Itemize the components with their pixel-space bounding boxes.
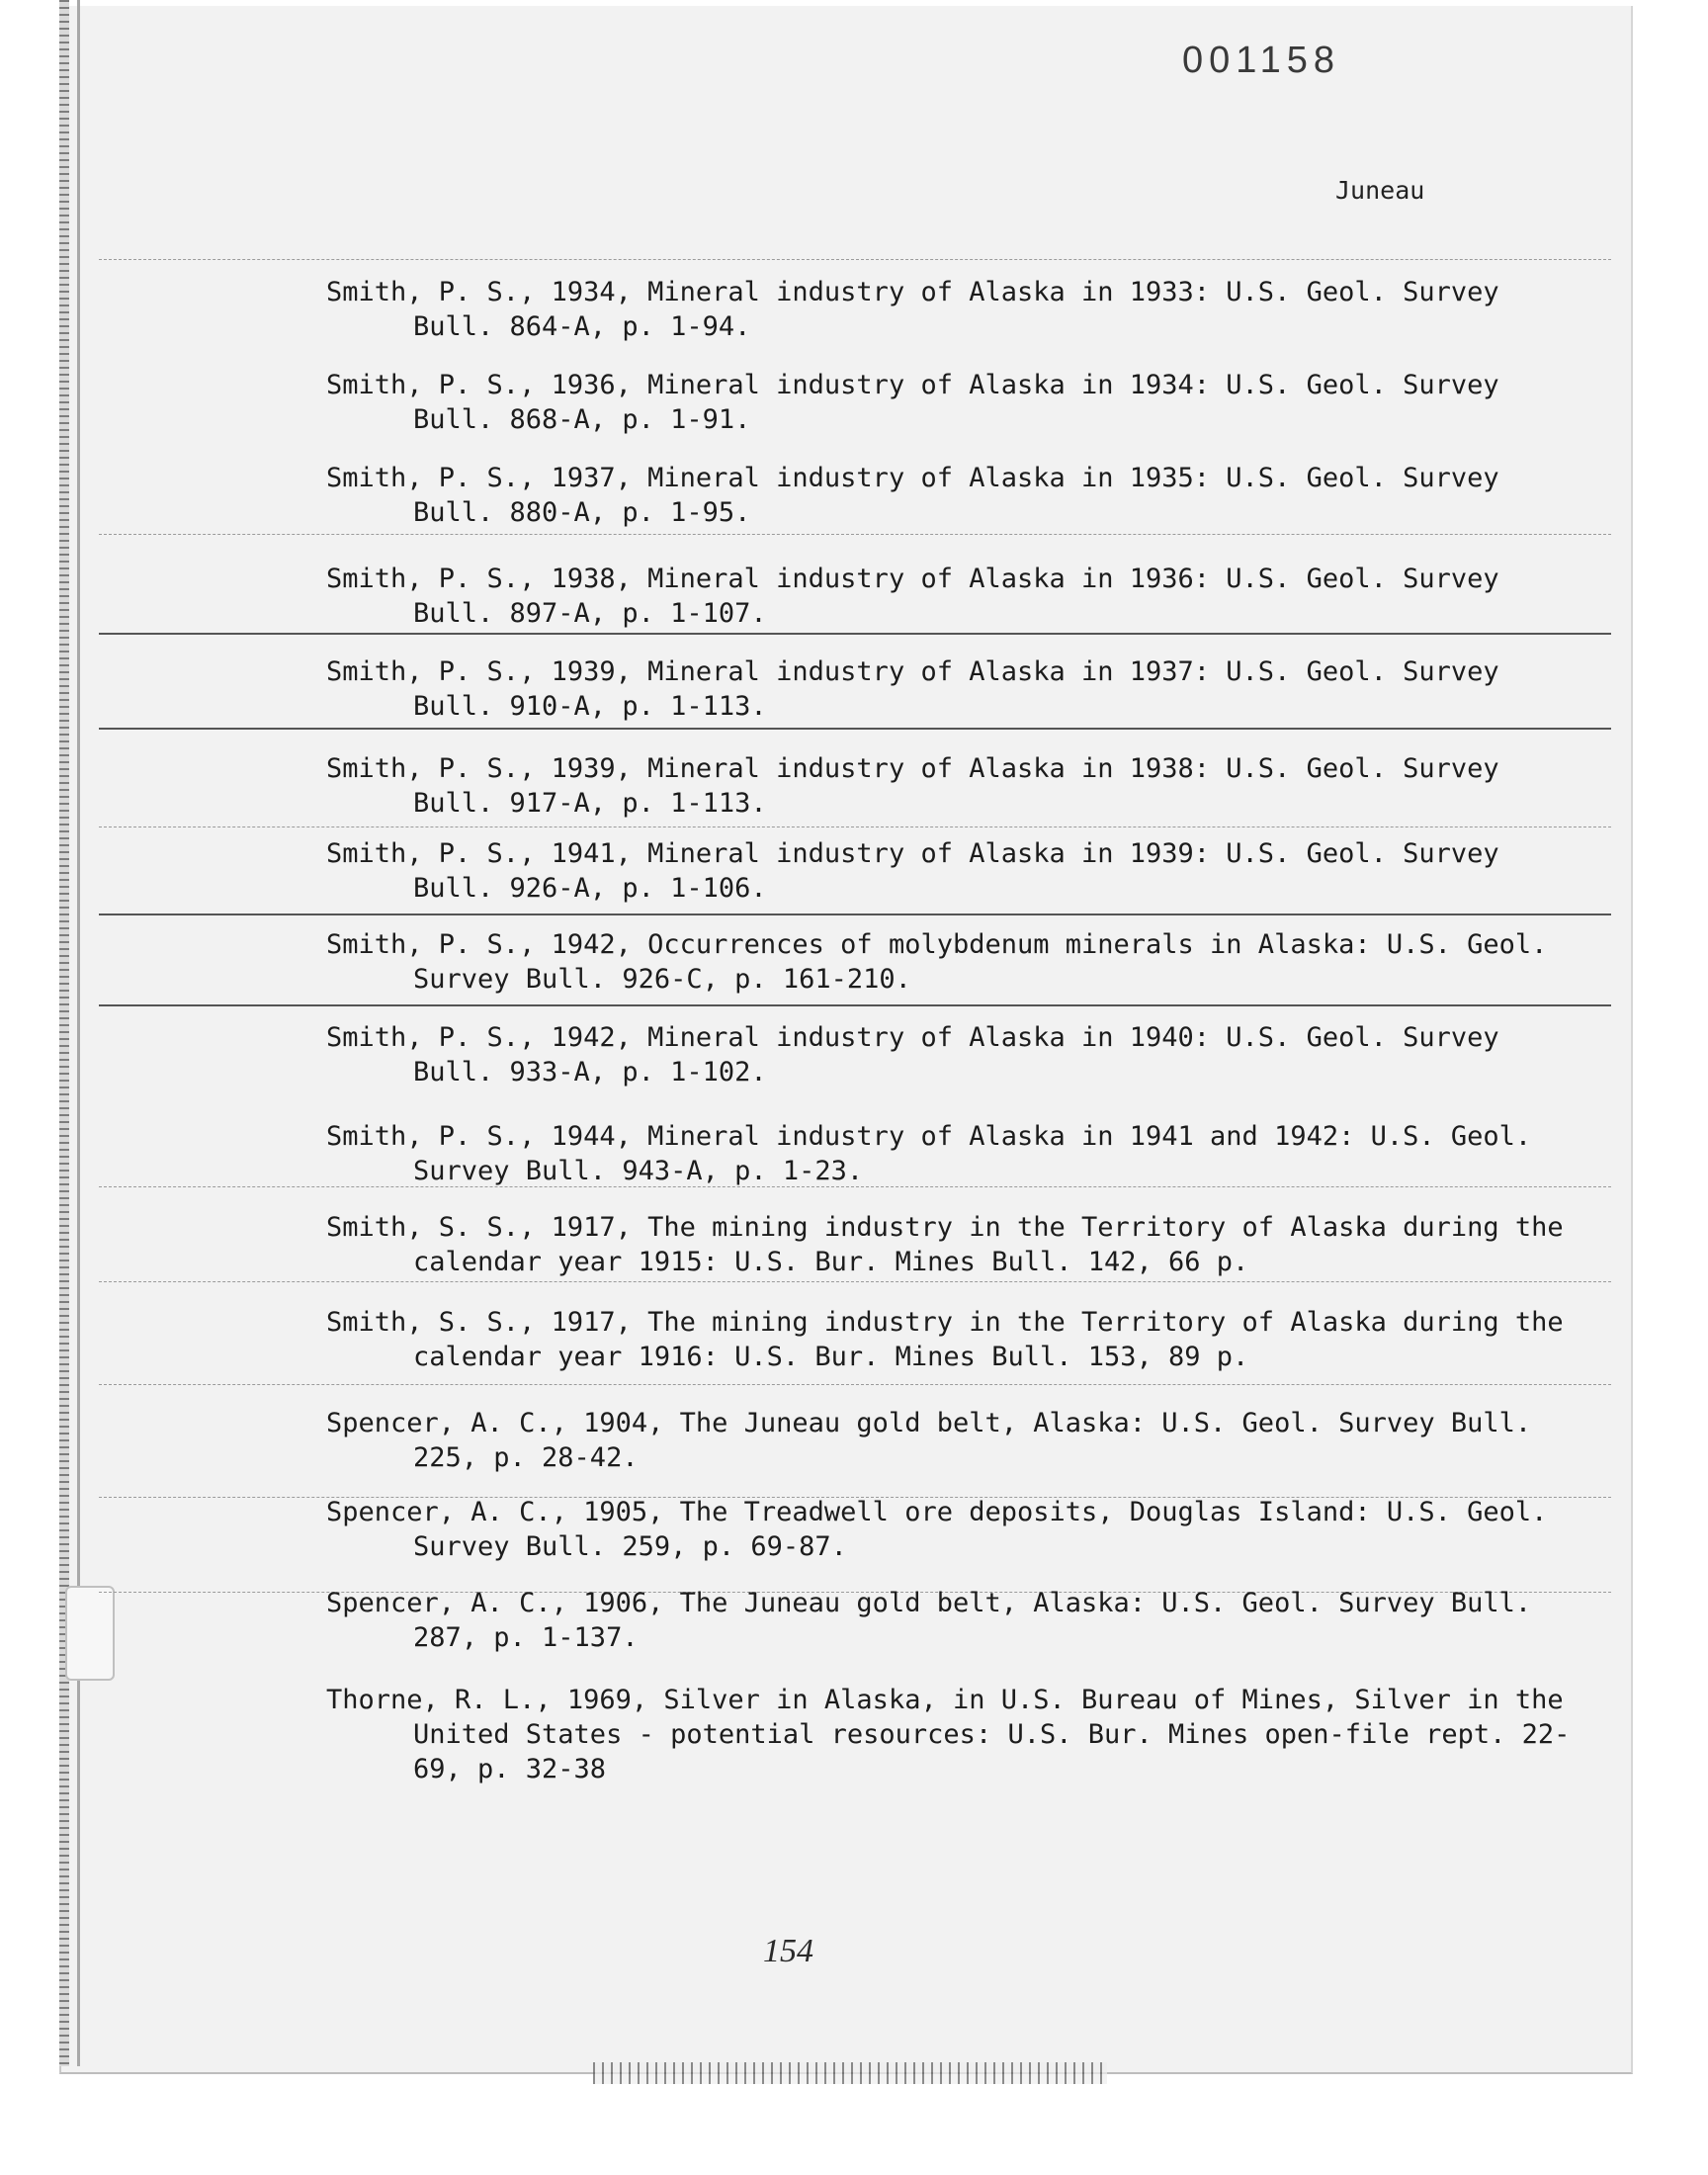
scan-rule xyxy=(99,1004,1611,1006)
reference-entry: Smith, S. S., 1917, The mining industry in the Territory of Alaska during the calendar year 1915: U.S. Bur. Mines Bull. 142, 66 p. xyxy=(326,1212,1564,1277)
scan-artifact-strip xyxy=(593,2062,1107,2084)
reference-entry: Smith, P. S., 1936, Mineral industry of Alaska in 1934: U.S. Geol. Survey Bull. 868-A, p. 1-91. xyxy=(326,370,1499,435)
reference-entry: Smith, P. S., 1944, Mineral industry of Alaska in 1941 and 1942: U.S. Geol. Survey Bull. 943-A, p. 1-23. xyxy=(326,1121,1532,1186)
scan-rule xyxy=(99,728,1611,730)
scan-rule xyxy=(99,259,1611,260)
reference-entry: Smith, P. S., 1939, Mineral industry of Alaska in 1938: U.S. Geol. Survey Bull. 917-A, p. 1-113. xyxy=(326,753,1499,819)
reference-entry: Smith, P. S., 1942, Mineral industry of Alaska in 1940: U.S. Geol. Survey Bull. 933-A, p. 1-102. xyxy=(326,1022,1499,1088)
reference-entry: Spencer, A. C., 1905, The Treadwell ore deposits, Douglas Island: U.S. Geol. Survey Bull. 259, p. 69-87. xyxy=(326,1497,1548,1562)
scan-rule xyxy=(99,914,1611,915)
reference-entry: Smith, P. S., 1938, Mineral industry of Alaska in 1936: U.S. Geol. Survey Bull. 897-A, p. 1-107. xyxy=(326,564,1499,629)
reference-entry: Smith, P. S., 1941, Mineral industry of Alaska in 1939: U.S. Geol. Survey Bull. 926-A, p. 1-106. xyxy=(326,838,1499,904)
reference-entry: Smith, P. S., 1939, Mineral industry of Alaska in 1937: U.S. Geol. Survey Bull. 910-A, p. 1-113. xyxy=(326,656,1499,722)
location-heading: Juneau xyxy=(1335,176,1425,205)
scan-rule xyxy=(99,1384,1611,1385)
reference-entry: Spencer, A. C., 1904, The Juneau gold belt, Alaska: U.S. Geol. Survey Bull. 225, p. 28-42. xyxy=(326,1408,1532,1473)
paper-clip-mark xyxy=(65,1586,115,1681)
reference-entry: Smith, P. S., 1942, Occurrences of molybdenum minerals in Alaska: U.S. Geol. Survey Bull. 926-C, p. 161-210. xyxy=(326,929,1548,995)
reference-entry: Smith, S. S., 1917, The mining industry in the Territory of Alaska during the calendar year 1916: U.S. Bur. Mines Bull. 153, 89 p. xyxy=(326,1307,1564,1372)
reference-entry: Thorne, R. L., 1969, Silver in Alaska, in U.S. Bureau of Mines, Silver in the United States - potential resources: U.S. Bur. Mines open-file rept. 22-69, p. 32-38 xyxy=(326,1685,1571,1784)
scan-rule xyxy=(99,826,1611,827)
reference-entry: Smith, P. S., 1937, Mineral industry of Alaska in 1935: U.S. Geol. Survey Bull. 880-A, p. 1-95. xyxy=(326,463,1499,528)
handwritten-page-number: 154 xyxy=(763,1933,813,1969)
scan-rule xyxy=(99,1281,1611,1282)
reference-entry: Smith, P. S., 1934, Mineral industry of Alaska in 1933: U.S. Geol. Survey Bull. 864-A, p. 1-94. xyxy=(326,277,1499,342)
binding-line xyxy=(77,0,80,2066)
binding-edge xyxy=(59,0,69,2066)
scan-rule xyxy=(99,534,1611,535)
reference-entry: Spencer, A. C., 1906, The Juneau gold belt, Alaska: U.S. Geol. Survey Bull. 287, p. 1-137. xyxy=(326,1588,1532,1653)
scan-rule xyxy=(99,633,1611,635)
document-number: 001158 xyxy=(1182,40,1340,81)
